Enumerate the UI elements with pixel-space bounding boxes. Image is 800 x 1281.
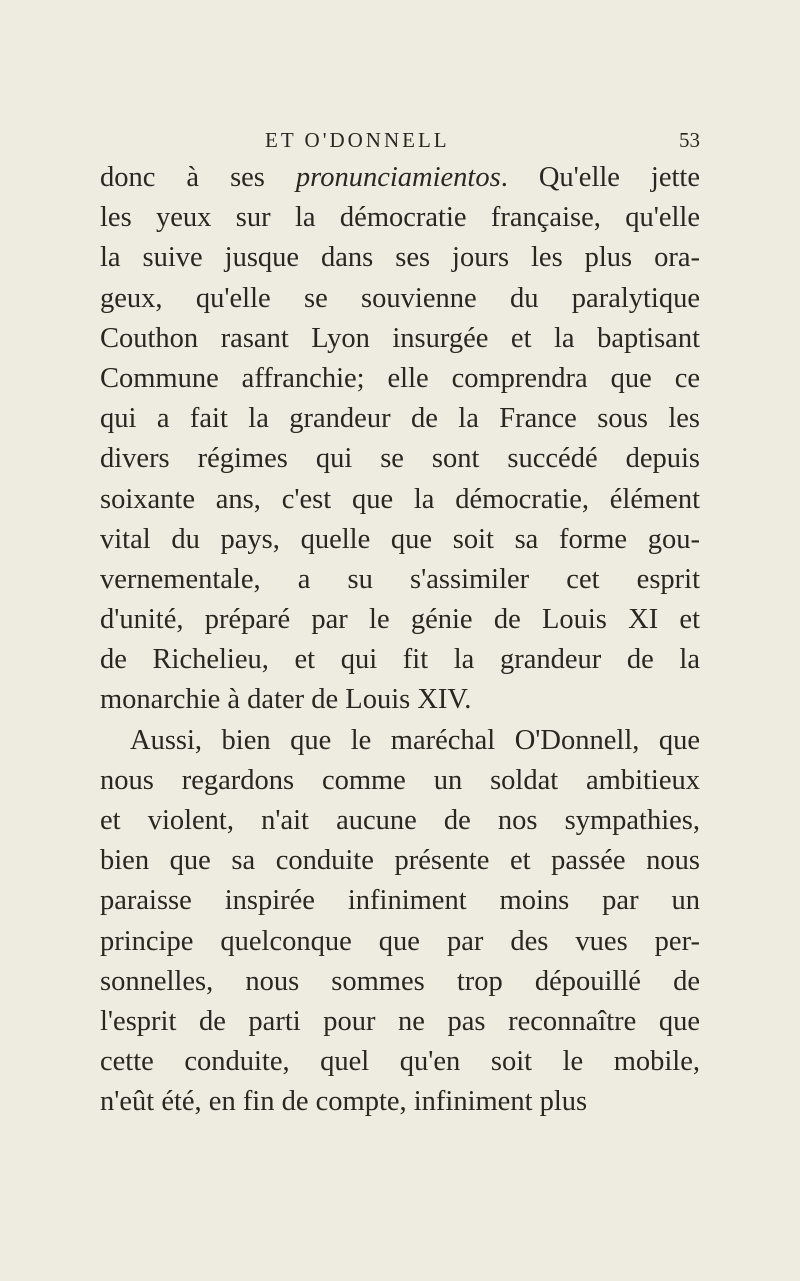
paragraph bbox=[100, 721, 700, 1123]
text-line: et violent, n'ait aucune de nos sympathies, bbox=[100, 805, 700, 836]
text-line: donc à ses pronunciamientos. Qu'elle jette bbox=[100, 162, 700, 193]
page-header bbox=[100, 128, 700, 158]
page-number: 53 bbox=[679, 128, 700, 152]
text-line: cette conduite, quel qu'en soit le mobile, bbox=[100, 1046, 700, 1078]
text-line: vital du pays, quelle que soit sa forme gou- bbox=[100, 523, 700, 555]
text-line: paraisse inspirée infiniment moins par un bbox=[100, 885, 700, 917]
text-line: bien que sa conduite présente et passée nous bbox=[100, 845, 700, 877]
text-line: soixante ans, c'est que la démocratie, élément bbox=[100, 483, 700, 515]
text-line: d'unité, préparé par le génie de Louis XI et bbox=[100, 604, 700, 636]
text-line: vernementale, a su s'assimiler cet esprit bbox=[100, 563, 700, 595]
text-line: de Richelieu, et qui fit la grandeur de la bbox=[100, 644, 700, 676]
text-line: divers régimes qui se sont succédé depuis bbox=[100, 443, 700, 475]
running-title: ET O'DONNELL bbox=[265, 128, 450, 152]
text-line: Aussi, bien que le maréchal O'Donnell, que bbox=[130, 724, 700, 756]
text-line: la suive jusque dans ses jours les plus ora- bbox=[100, 242, 700, 274]
text-line: sonnelles, nous sommes trop dépouillé de bbox=[100, 965, 700, 997]
text-line: monarchie à dater de Louis XIV. bbox=[100, 684, 472, 716]
text-line: Couthon rasant Lyon insurgée et la baptisant bbox=[100, 322, 700, 354]
text-line: Commune affranchie; elle comprendra que ce bbox=[100, 362, 700, 394]
paragraph bbox=[100, 158, 700, 721]
page-body bbox=[100, 158, 700, 1123]
text-line: nous regardons comme un soldat ambitieux bbox=[100, 764, 700, 796]
text-line: geux, qu'elle se souvienne du paralytique bbox=[100, 282, 700, 314]
text-line: n'eût été, en fin de compte, infiniment plus bbox=[100, 1086, 588, 1118]
text-line: l'esprit de parti pour ne pas reconnaître que bbox=[100, 1005, 700, 1037]
text-line: les yeux sur la démocratie française, qu'elle bbox=[100, 202, 700, 234]
italic-term: pronunciamientos bbox=[295, 162, 501, 193]
text-line: principe quelconque que par des vues per- bbox=[100, 925, 700, 957]
text-line: qui a fait la grandeur de la France sous les bbox=[100, 403, 700, 435]
